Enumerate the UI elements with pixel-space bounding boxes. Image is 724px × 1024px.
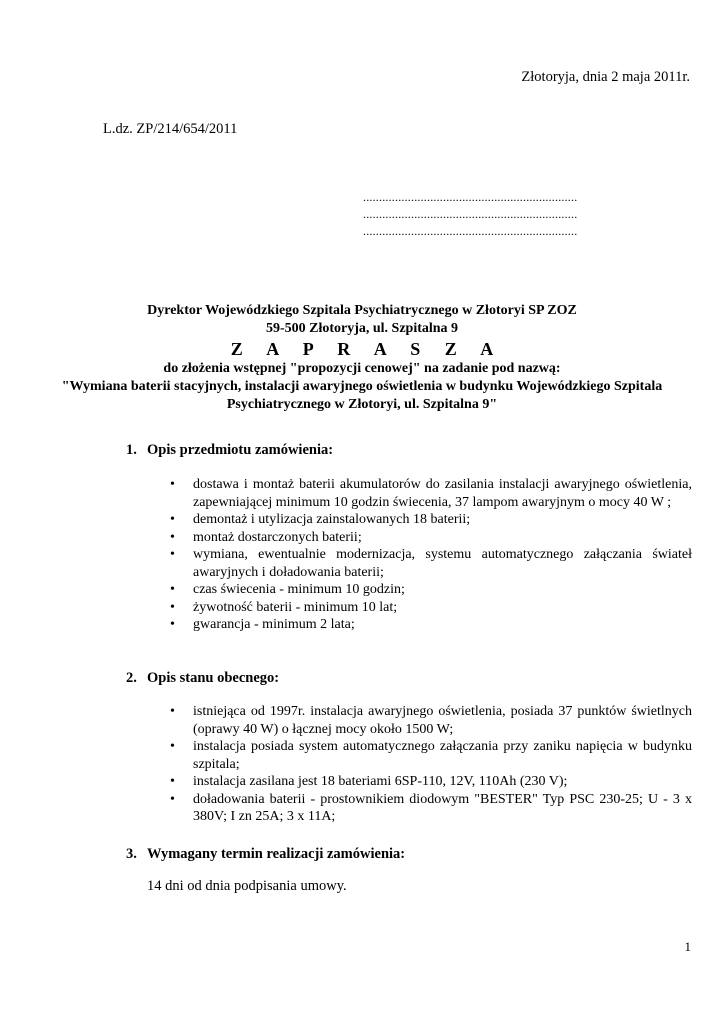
bullet-icon: • xyxy=(170,791,175,807)
issuer-address: 59-500 Złotoryja, ul. Szpitalna 9 xyxy=(265,321,459,336)
addressee-line: ................................................................... xyxy=(363,190,578,204)
section-title: Wymagany termin realizacji zamówienia: xyxy=(147,846,406,862)
section-heading-1 xyxy=(126,441,692,459)
section-number: 1. xyxy=(126,442,137,458)
section-number: 3. xyxy=(126,846,137,862)
list-item: • żywotność baterii - minimum 10 lat; xyxy=(170,599,398,615)
addressee-placeholder xyxy=(363,189,577,240)
task-name: "Wymiana baterii stacyjnych, instalacji awaryjnego oświetlenia w budynku Wojewódzkiego Szpitala Psychiatrycznego w Złotoryi, ul. Szpitalna 9" xyxy=(61,379,663,412)
bullet-icon: • xyxy=(170,739,175,754)
section-title: Opis stanu obecnego: xyxy=(147,670,280,686)
list-item: • czas świecenia - minimum 10 godzin; xyxy=(170,582,405,597)
list-item: • demontaż i utylizacja zainstalowanych 18 baterii; xyxy=(170,512,471,527)
list-item: • instalacja posiada system automatycznego załączania przy zaniku napięcia w budynku szpitala; xyxy=(170,739,692,772)
bullet-icon: • xyxy=(170,512,175,527)
bullet-icon: • xyxy=(170,477,175,492)
list-item: • istniejąca od 1997r. instalacja awaryjnego oświetlenia, posiada 37 punktów świetlnych (oprawy 40 W) o łącznej mocy około 1500 W; xyxy=(170,704,692,737)
addressee-line: ................................................................... xyxy=(363,224,578,238)
section-heading-3 xyxy=(126,845,692,863)
bullet-icon: • xyxy=(170,774,175,789)
section-2-list xyxy=(166,703,692,826)
page-number: 1 xyxy=(684,939,691,954)
section-heading-2 xyxy=(126,669,692,687)
list-item: • montaż dostarczonych baterii; xyxy=(170,529,362,545)
list-item: • wymiana, ewentualnie modernizacja, systemu automatycznego załączania świateł awaryjnych i doładowania baterii; xyxy=(170,547,692,580)
section-1-list xyxy=(166,476,692,634)
list-item: • doładowania baterii - prostownikiem diodowym "BESTER" Typ PSC 230-25; U - 3 x 380V; I zn 25A; 3 x 11A; xyxy=(170,791,692,824)
bullet-icon: • xyxy=(170,599,175,615)
list-item: • instalacja zasilana jest 18 bateriami 6SP-110, 12V, 110Ah (230 V); xyxy=(170,774,568,789)
bullet-icon: • xyxy=(170,582,175,597)
bullet-icon: • xyxy=(170,529,175,545)
bullet-icon: • xyxy=(170,704,175,719)
document-date: Złotoryja, dnia 2 maja 2011r. xyxy=(521,69,690,85)
invite-heading: Z A P R A S Z A xyxy=(230,339,504,359)
list-item: • dostawa i montaż baterii akumulatorów do zasilania instalacji awaryjnego oświetlenia, zapewniającej minimum 10 godzin świecenia, 37 lampom awaryjnym o mocy 40 W ; xyxy=(170,477,692,510)
bullet-icon: • xyxy=(170,617,175,632)
issuer-name: Dyrektor Wojewódzkiego Szpitala Psychiatrycznego w Złotoryi SP ZOZ xyxy=(147,303,577,318)
invitation-header xyxy=(40,302,684,414)
completion-deadline: 14 dni od dnia podpisania umowy. xyxy=(147,878,347,894)
section-title: Opis przedmiotu zamówienia: xyxy=(147,442,334,458)
reference-number: L.dz. ZP/214/654/2011 xyxy=(103,121,238,137)
addressee-line: ................................................................... xyxy=(363,207,578,221)
list-item: • gwarancja - minimum 2 lata; xyxy=(170,617,355,632)
bullet-icon: • xyxy=(170,547,175,562)
section-number: 2. xyxy=(126,670,137,686)
invite-subtitle: do złożenia wstępnej "propozycji cenowej" na zadanie pod nazwą: xyxy=(163,361,561,376)
